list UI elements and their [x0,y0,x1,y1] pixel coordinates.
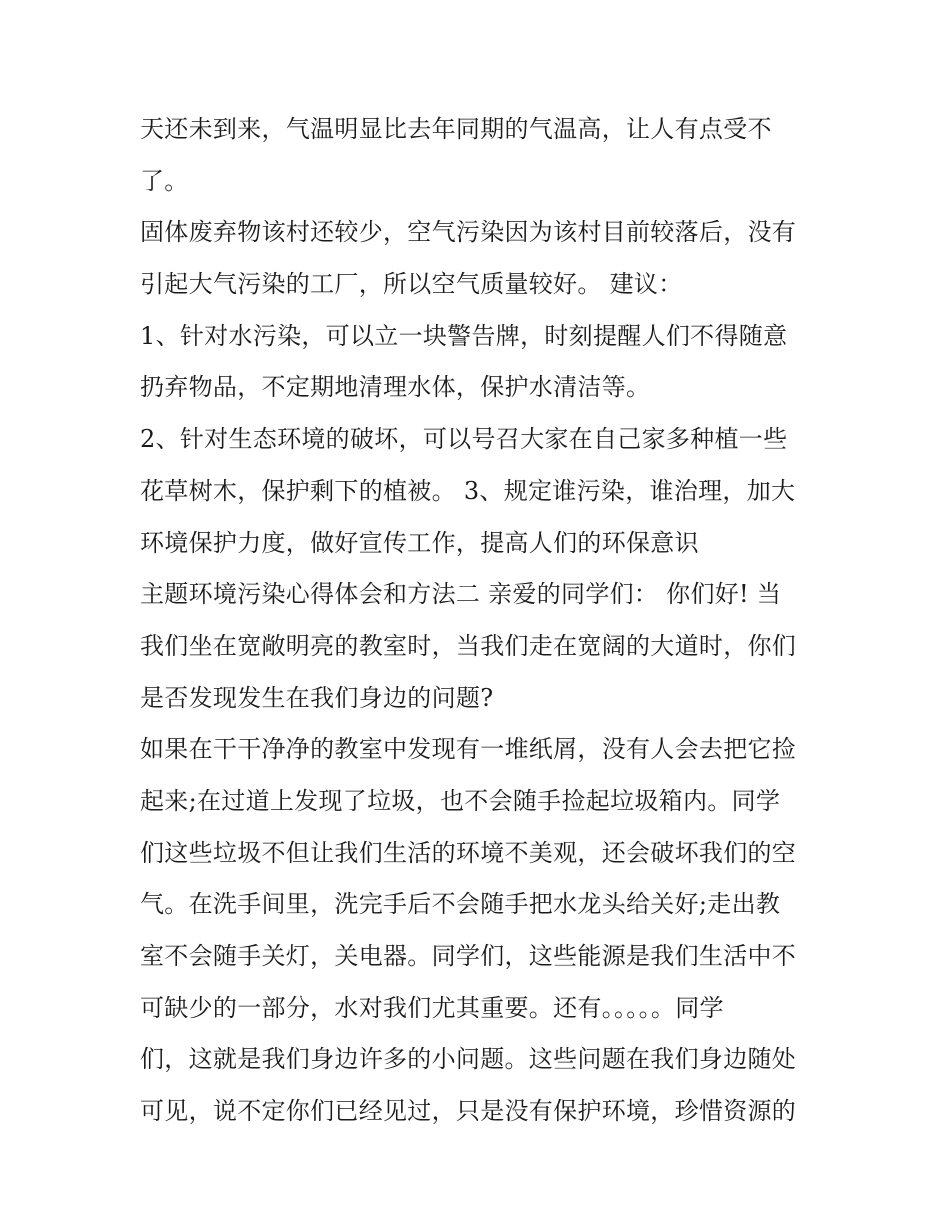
text-line: 如果在干干净净的教室中发现有一堆纸屑，没有人会去把它捡 [140,735,797,764]
text-line: 天还未到来，气温明显比去年同期的气温高，让人有点受不 [140,115,772,143]
text-line: 可缺少的一部分，水对我们尤其重要。还有。。。。。同学 [140,993,724,1022]
document-body [140,104,820,1138]
text-line: 1、针对水污染，可以立一块警告牌，时刻提醒人们不得随意 [140,321,788,350]
text-line: 花草树木，保护剩下的植被。 3、规定谁污染，谁治理，加大 [140,476,796,505]
text-line: 们，这就是我们身边许多的小问题。这些问题在我们身边随处 [140,1045,797,1074]
text-line: 扔弃物品，不定期地清理水体，保护水清洁等。 [140,373,651,402]
text-line: 气。在洗手间里，洗完手后不会随手把水龙头给关好;走出教 [140,890,781,919]
text-line: 引起大气污染的工厂，所以空气质量较好。 建议： [140,270,683,299]
text-line: 们这些垃圾不但让我们生活的环境不美观，还会破坏我们的空 [140,838,797,867]
text-line: 室不会随手关灯，关电器。同学们，这些能源是我们生活中不 [140,942,797,970]
text-line: 2、针对生态环境的破坏，可以号召大家在自己家多种植一些 [140,425,788,454]
text-line: 可见，说不定你们已经见过，只是没有保护环境，珍惜资源的 [140,1097,797,1126]
text-line: 环境保护力度，做好宣传工作，提高人们的环保意识 [140,528,699,557]
text-line: 是否发现发生在我们身边的问题? [140,683,494,712]
text-line: 我们坐在宽敞明亮的教室时，当我们走在宽阔的大道时，你们 [140,631,797,660]
text-line: 固体废弃物该村还较少，空气污染因为该村目前较落后，没有 [140,218,797,247]
text-line: 了。 [140,166,189,195]
text-line: 主题环境污染心得体会和方法二 亲爱的同学们： 你们好! 当 [140,580,782,609]
text-line: 起来;在过道上发现了垃圾，也不会随手捡起垃圾箱内。同学 [140,786,781,815]
